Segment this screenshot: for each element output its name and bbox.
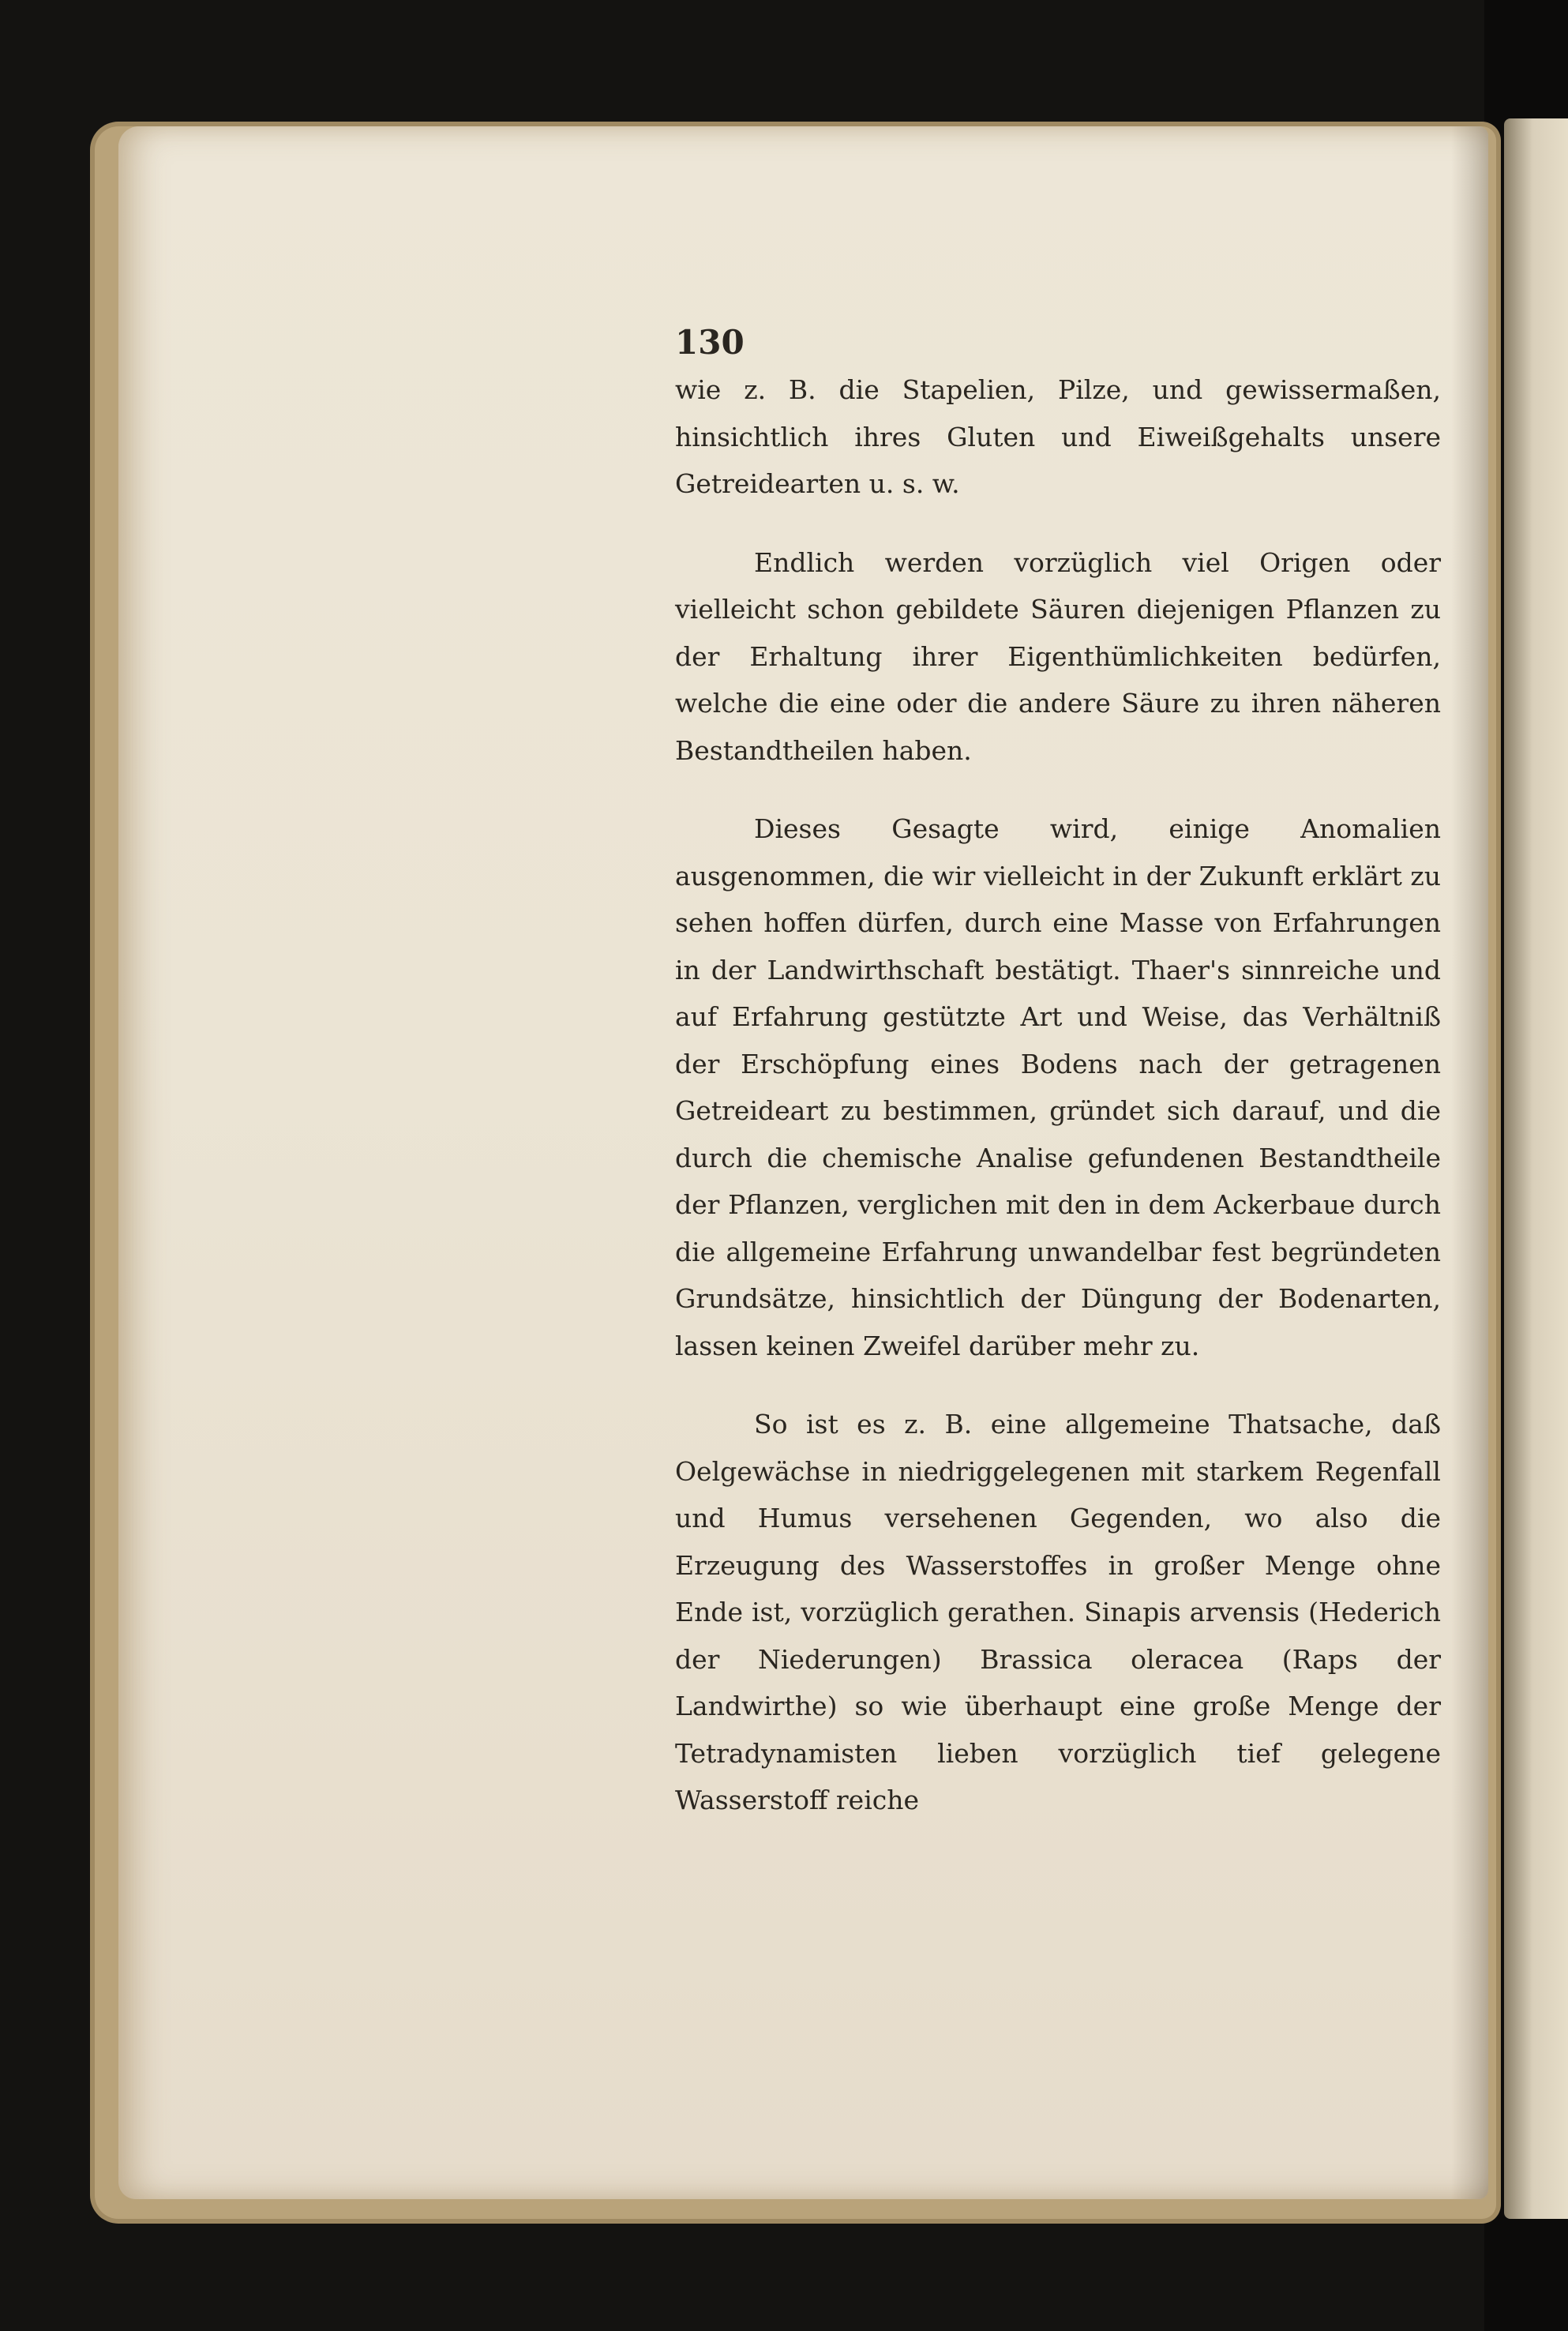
facing-page-edge <box>1504 118 1568 2219</box>
paragraph-3: Dieses Gesagte wird, einige Anomalien ausgenommen, die wir vielleicht in der Zukunft erklärt zu sehen hoffen dürfen, durch eine Masse von Erfahrungen in der Landwirthschaft bestätigt. Thaer's sinnreiche und auf Erfahrung gestützte Art und Weise, das Verhältniß der Erschöpfung eines Bodens nach der getragenen Getreideart zu bestimmen, gründet sich darauf, und die durch die chemische Analise gefundenen Bestandtheile der Pflanzen, verglichen mit den in dem Ackerbaue durch die allgemeine Erfahrung unwandelbar fest begründeten Grundsätze, hinsichtlich der Düngung der Bodenarten, lassen keinen Zweifel darüber mehr zu. <box>675 813 1441 1361</box>
page-number: 130 <box>675 323 745 362</box>
paragraph-1: wie z. B. die Stapelien, Pilze, und gewissermaßen, hinsichtlich ihres Gluten und Eiweißgehalts unsere Getreidearten u. s. w. <box>675 374 1441 499</box>
page-text-block <box>675 324 1441 1824</box>
paragraph-4: So ist es z. B. eine allgemeine Thatsache, daß Oelgewächse in niedriggelegenen mit starkem Regenfall und Humus versehenen Gegenden, wo also die Erzeugung des Wasserstoffes in großer Menge ohne Ende ist, vorzüglich gerathen. Sinapis arvensis (Hederich der Niederungen) Brassica oleracea (Raps der Landwirthe) so wie überhaupt eine große Menge der Tetradynamisten lieben vorzüglich tief gelegene Wasserstoff reiche <box>675 1409 1441 1815</box>
paragraph-2: Endlich werden vorzüglich viel Origen oder vielleicht schon gebildete Säuren diejenigen Pflanzen zu der Erhaltung ihrer Eigenthümlichkeiten bedürfen, welche die eine oder die andere Säure zu ihren näheren Bestandtheilen haben. <box>675 546 1441 766</box>
page-gutter-shadow <box>1451 126 1488 2199</box>
